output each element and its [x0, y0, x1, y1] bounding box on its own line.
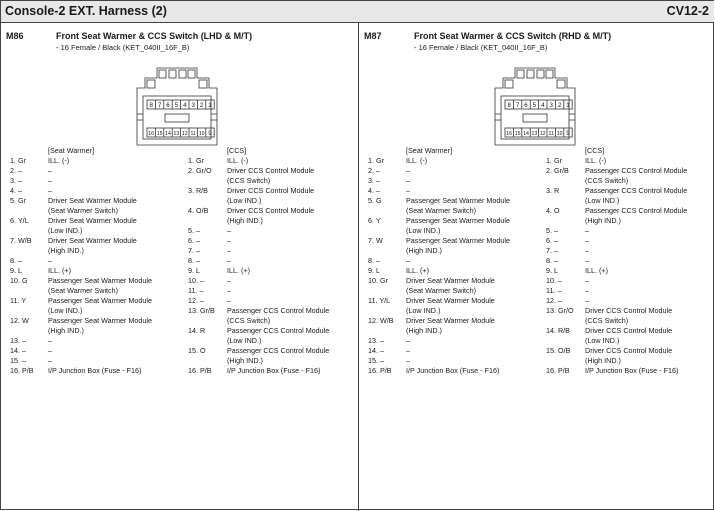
- pin-number: 1. Gr: [10, 156, 26, 165]
- pin-number: 3. –: [10, 176, 22, 185]
- pin-description-line: –: [48, 356, 52, 365]
- pin-number: 4. O: [546, 206, 560, 215]
- pin-description-line: Passenger Seat Warmer Module: [48, 316, 152, 325]
- ccs-group-heading: [CCS]: [227, 146, 247, 155]
- pin-number: 7. W: [368, 236, 383, 245]
- pin-description: [585, 326, 672, 346]
- pin-label: 2: [557, 102, 562, 109]
- pin-description-line: –: [585, 236, 589, 245]
- pin-description-line: –: [227, 286, 231, 295]
- pin-number: 1. Gr: [368, 156, 384, 165]
- pin-label: 16: [506, 131, 513, 137]
- pin-description-line: Driver Seat Warmer Module: [48, 216, 137, 225]
- connector-diagram: [487, 64, 583, 149]
- connector-panel-m86: [1, 22, 357, 510]
- pin-label: 14: [165, 131, 171, 137]
- pin-description-line: –: [227, 276, 231, 285]
- pin-description-line: Passenger Seat Warmer Module: [48, 296, 152, 305]
- pin-description: [48, 266, 71, 276]
- pin-description: [48, 276, 152, 296]
- pin-label: 14: [523, 131, 529, 137]
- pin-description: [585, 266, 608, 276]
- pin-description-line: –: [227, 226, 231, 235]
- pin-description: [48, 236, 137, 256]
- pin-description-line: Driver Seat Warmer Module: [406, 276, 495, 285]
- pin-description: [227, 366, 320, 376]
- pin-number: 12. –: [188, 296, 204, 305]
- pin-description-line: –: [48, 186, 52, 195]
- pin-label: 8: [149, 102, 153, 109]
- pin-label: 2: [199, 102, 204, 109]
- pin-description-line: (High IND.): [585, 216, 621, 225]
- pin-description-line: –: [406, 176, 410, 185]
- pin-description: [406, 166, 410, 176]
- pin-description: [406, 196, 510, 216]
- connector-subtitle: - 16 Female / Black (KET_040II_16F_B): [414, 43, 548, 52]
- pin-description-line: –: [406, 256, 410, 265]
- pin-description: [585, 346, 672, 366]
- pin-description-line: (Seat Warmer Switch): [48, 286, 119, 295]
- pin-number: 1. Gr: [546, 156, 562, 165]
- page-header: [1, 1, 714, 23]
- pin-description: [227, 236, 231, 246]
- pin-description: [406, 236, 510, 256]
- pin-number: 1. Gr: [188, 156, 204, 165]
- pin-number: 11. Y: [10, 296, 27, 305]
- pin-number: 9. L: [546, 266, 558, 275]
- pin-description-line: ILL. (+): [585, 266, 608, 275]
- pin-description-line: –: [585, 286, 589, 295]
- pin-description-line: (Low IND.): [585, 196, 620, 205]
- pin-description-line: (Low IND.): [48, 226, 83, 235]
- pin-label: 3: [191, 102, 195, 109]
- pin-description: [585, 246, 589, 256]
- seat-warmer-group-heading: [Seat Warmer]: [406, 146, 453, 155]
- pin-description-line: –: [227, 246, 231, 255]
- page-code: CV12-2: [666, 4, 709, 18]
- pin-description-line: (High IND.): [48, 326, 84, 335]
- pin-description: [227, 296, 231, 306]
- pin-label: 7: [157, 102, 162, 109]
- pin-label: 12: [539, 131, 546, 137]
- pin-description: [48, 256, 52, 266]
- pin-number: 15. –: [368, 356, 384, 365]
- pin-description-line: ILL. (+): [227, 266, 250, 275]
- pin-number: 14. –: [368, 346, 384, 355]
- pin-description-line: (High IND.): [406, 246, 442, 255]
- pin-label: 11: [190, 131, 196, 137]
- pin-description-line: (Low IND.): [227, 196, 262, 205]
- pin-number: 5. –: [546, 226, 558, 235]
- pin-description: [406, 366, 499, 376]
- pin-number: 7. –: [546, 246, 558, 255]
- pin-number: 13. Gr/B: [188, 306, 215, 315]
- connector-panel-m87: [359, 22, 715, 510]
- pin-number: 15. O: [188, 346, 206, 355]
- connector-subtitle: - 16 Female / Black (KET_040II_16F_B): [56, 43, 190, 52]
- pin-description: [227, 266, 250, 276]
- pin-description: [227, 156, 248, 166]
- pin-description-line: (High IND.): [585, 356, 621, 365]
- connector-face-svg: [129, 64, 225, 149]
- pin-description: [48, 346, 52, 356]
- pin-number: 6. Y: [368, 216, 381, 225]
- pin-description: [585, 286, 589, 296]
- pin-description-line: (Low IND.): [227, 336, 262, 345]
- pin-description: [48, 366, 141, 376]
- ccs-group-heading: [CCS]: [585, 146, 605, 155]
- pin-description-line: –: [585, 226, 589, 235]
- pin-description-line: (High IND.): [406, 326, 442, 335]
- pin-description: [406, 336, 410, 346]
- latch-notch: [179, 70, 186, 78]
- pin-number: 6. –: [188, 236, 200, 245]
- pin-number: 4. O/B: [188, 206, 209, 215]
- pin-description: [406, 266, 429, 276]
- latch-notch: [159, 70, 166, 78]
- pin-number: 11. –: [546, 286, 562, 295]
- pin-number: 10. –: [546, 276, 562, 285]
- pin-description-line: ILL. (-): [48, 156, 70, 165]
- pin-description: [48, 166, 52, 176]
- pin-number: 14. R/B: [546, 326, 570, 335]
- pin-description-line: Driver CCS Control Module: [227, 206, 315, 215]
- side-notch: [505, 80, 513, 88]
- pin-description-line: –: [406, 336, 410, 345]
- pin-number: 5. –: [188, 226, 200, 235]
- pin-number: 16. P/B: [10, 366, 34, 375]
- connector-title: Front Seat Warmer & CCS Switch (LHD & M/T): [56, 31, 253, 41]
- pin-description-line: –: [227, 296, 231, 305]
- connector-face-svg: [487, 64, 583, 149]
- pin-description: [227, 326, 329, 346]
- pin-description-line: I/P Junction Box (Fuse - F16): [585, 366, 679, 375]
- pin-description-line: –: [406, 186, 410, 195]
- pin-number: 2. –: [368, 166, 380, 175]
- latch-notch: [546, 70, 553, 78]
- pin-description: [406, 176, 410, 186]
- pin-description-line: –: [48, 176, 52, 185]
- pin-description-line: Passenger Seat Warmer Module: [48, 276, 152, 285]
- pin-description: [406, 276, 495, 296]
- pin-number: 10. Gr: [368, 276, 388, 285]
- pin-number: 13. –: [368, 336, 384, 345]
- pin-description-line: –: [585, 296, 589, 305]
- pin-number: 8. –: [368, 256, 380, 265]
- pin-label: 5: [174, 102, 179, 109]
- pin-description: [406, 356, 410, 366]
- pin-description-line: Driver Seat Warmer Module: [48, 236, 137, 245]
- pin-label: 6: [524, 102, 528, 109]
- pin-description-line: –: [585, 276, 589, 285]
- pin-description-line: Passenger CCS Control Module: [585, 206, 688, 215]
- pin-label: 8: [507, 102, 511, 109]
- pin-label: 6: [166, 102, 170, 109]
- connector-title: Front Seat Warmer & CCS Switch (RHD & M/T): [414, 31, 612, 41]
- pin-number: 8. –: [546, 256, 558, 265]
- side-notch: [557, 80, 565, 88]
- pin-label: 1: [566, 102, 570, 109]
- pin-description-line: (CCS Switch): [585, 316, 629, 325]
- pin-description: [585, 206, 687, 226]
- pin-number: 4. –: [10, 186, 22, 195]
- pin-description: [48, 186, 52, 196]
- pin-description-line: ILL. (-): [585, 156, 607, 165]
- pin-description-line: (Low IND.): [585, 336, 620, 345]
- pin-number: 12. W: [10, 316, 29, 325]
- pin-description: [585, 236, 589, 246]
- pin-number: 12. W/B: [368, 316, 394, 325]
- side-notch: [199, 80, 207, 88]
- connector-diagram: [129, 64, 225, 149]
- pin-description: [227, 276, 231, 286]
- pin-description-line: (Seat Warmer Switch): [406, 206, 477, 215]
- pin-description: [585, 276, 589, 286]
- pin-description-line: Passenger CCS Control Module: [227, 326, 330, 335]
- pin-label: 10: [556, 131, 563, 137]
- pin-description-line: Passenger CCS Control Module: [585, 186, 688, 195]
- pin-description-line: (CCS Switch): [227, 176, 271, 185]
- pin-description: [585, 186, 687, 206]
- pin-description-line: Passenger CCS Control Module: [227, 346, 330, 355]
- pin-number: 13. –: [10, 336, 26, 345]
- pin-number: 8. –: [188, 256, 200, 265]
- pin-description: [585, 366, 678, 376]
- pin-number: 14. –: [10, 346, 26, 355]
- pin-description-line: I/P Junction Box (Fuse - F16): [48, 366, 142, 375]
- pin-number: 9. L: [368, 266, 380, 275]
- pin-description-line: Passenger Seat Warmer Module: [406, 236, 510, 245]
- pin-label: 4: [183, 102, 187, 109]
- pin-description-line: Passenger CCS Control Module: [585, 166, 688, 175]
- pin-number: 6. –: [546, 236, 558, 245]
- pin-number: 8. –: [10, 256, 22, 265]
- pin-description-line: (Low IND.): [48, 306, 83, 315]
- pin-number: 12. –: [546, 296, 562, 305]
- pin-description: [227, 166, 314, 186]
- connector-id: M87: [364, 31, 382, 41]
- pin-description: [227, 186, 314, 206]
- pin-description-line: Driver Seat Warmer Module: [406, 316, 495, 325]
- pin-description-line: (High IND.): [227, 356, 263, 365]
- pin-description: [227, 346, 329, 366]
- pin-description-line: Passenger Seat Warmer Module: [406, 196, 510, 205]
- pin-description: [48, 336, 52, 346]
- pin-description: [227, 306, 329, 326]
- pin-description-line: –: [48, 346, 52, 355]
- pin-description-line: –: [585, 256, 589, 265]
- latch-notch: [188, 70, 195, 78]
- pin-description: [406, 316, 495, 336]
- pin-label: 10: [198, 131, 205, 137]
- pin-description-line: –: [585, 246, 589, 255]
- center-key: [523, 114, 547, 122]
- pin-description-line: Passenger CCS Control Module: [227, 306, 330, 315]
- pin-number: 9. L: [188, 266, 200, 275]
- pin-description-line: Passenger Seat Warmer Module: [406, 216, 510, 225]
- latch-notch: [527, 70, 534, 78]
- pin-number: 7. W/B: [10, 236, 32, 245]
- pin-number: 10. G: [10, 276, 28, 285]
- pin-label: 15: [156, 131, 163, 137]
- pin-number: 3. R/B: [188, 186, 208, 195]
- pin-description: [585, 156, 606, 166]
- pin-description: [585, 306, 672, 326]
- pin-description-line: I/P Junction Box (Fuse - F16): [227, 366, 321, 375]
- page-title: Console-2 EXT. Harness (2): [5, 4, 167, 18]
- pin-label: 9: [566, 130, 570, 137]
- pin-description: [48, 216, 137, 236]
- pin-number: 3. –: [368, 176, 380, 185]
- pin-description-line: ILL. (-): [227, 156, 249, 165]
- pin-number: 2. Gr/B: [546, 166, 569, 175]
- latch-notch: [517, 70, 524, 78]
- pin-number: 2. –: [10, 166, 22, 175]
- pin-description-line: Driver CCS Control Module: [585, 346, 673, 355]
- pin-description-line: Driver CCS Control Module: [227, 166, 315, 175]
- pin-number: 5. G: [368, 196, 382, 205]
- pin-description: [227, 256, 231, 266]
- pin-description: [48, 196, 137, 216]
- pin-description-line: Driver CCS Control Module: [585, 306, 673, 315]
- connector-id: M86: [6, 31, 24, 41]
- pin-number: 15. –: [10, 356, 26, 365]
- pin-label: 16: [148, 131, 155, 137]
- pin-number: 16. P/B: [368, 366, 392, 375]
- pin-number: 6. Y/L: [10, 216, 29, 225]
- pin-description-line: Driver CCS Control Module: [227, 186, 315, 195]
- pin-description-line: Driver Seat Warmer Module: [48, 196, 137, 205]
- pin-description-line: ILL. (+): [48, 266, 71, 275]
- pin-label: 12: [181, 131, 188, 137]
- pin-number: 11. Y/L: [368, 296, 391, 305]
- pin-description-line: (CCS Switch): [227, 316, 271, 325]
- pin-description: [406, 256, 410, 266]
- pin-description-line: Driver CCS Control Module: [585, 326, 673, 335]
- pin-description-line: (Seat Warmer Switch): [406, 286, 477, 295]
- pin-description-line: Driver Seat Warmer Module: [406, 296, 495, 305]
- pin-description: [48, 296, 152, 316]
- latch-notch: [169, 70, 176, 78]
- seat-warmer-group-heading: [Seat Warmer]: [48, 146, 95, 155]
- pin-description-line: –: [406, 356, 410, 365]
- pin-label: 1: [208, 102, 212, 109]
- pin-description: [406, 216, 510, 236]
- pin-label: 4: [541, 102, 545, 109]
- pin-description-line: (High IND.): [48, 246, 84, 255]
- pin-description: [585, 296, 589, 306]
- latch-notch: [537, 70, 544, 78]
- pin-description-line: –: [48, 336, 52, 345]
- pin-description-line: (Seat Warmer Switch): [48, 206, 119, 215]
- pin-description-line: ILL. (-): [406, 156, 428, 165]
- pin-description: [227, 246, 231, 256]
- pin-number: 9. L: [10, 266, 22, 275]
- pin-description: [227, 226, 231, 236]
- pin-description: [406, 156, 427, 166]
- pin-description: [406, 186, 410, 196]
- pin-number: 5. Gr: [10, 196, 26, 205]
- pin-description-line: (Low IND.): [406, 306, 441, 315]
- pin-description-line: (Low IND.): [406, 226, 441, 235]
- pin-description-line: –: [227, 256, 231, 265]
- pin-description: [48, 316, 152, 336]
- pin-label: 3: [549, 102, 553, 109]
- pin-label: 11: [548, 131, 554, 137]
- pin-description: [585, 226, 589, 236]
- pin-label: 9: [208, 130, 212, 137]
- pin-description: [227, 286, 231, 296]
- pin-number: 3. R: [546, 186, 560, 195]
- pin-number: 14. R: [188, 326, 206, 335]
- pin-description: [48, 356, 52, 366]
- center-key: [165, 114, 189, 122]
- pin-description: [227, 206, 314, 226]
- pin-label: 13: [173, 131, 180, 137]
- pin-number: 7. –: [188, 246, 200, 255]
- pin-number: 2. Gr/O: [188, 166, 212, 175]
- pin-description: [585, 166, 687, 186]
- pin-description: [48, 176, 52, 186]
- pin-label: 15: [514, 131, 521, 137]
- pin-number: 16. P/B: [188, 366, 212, 375]
- pin-description-line: –: [227, 236, 231, 245]
- pin-number: 16. P/B: [546, 366, 570, 375]
- pin-number: 15. O/B: [546, 346, 571, 355]
- pin-description: [406, 296, 495, 316]
- pin-description-line: –: [48, 256, 52, 265]
- pin-label: 13: [531, 131, 538, 137]
- side-notch: [147, 80, 155, 88]
- pin-description: [406, 346, 410, 356]
- pin-description-line: I/P Junction Box (Fuse - F16): [406, 366, 500, 375]
- pin-label: 7: [515, 102, 520, 109]
- pin-number: 4. –: [368, 186, 380, 195]
- pin-description-line: –: [406, 166, 410, 175]
- pin-description-line: ILL. (+): [406, 266, 429, 275]
- pin-label: 5: [532, 102, 537, 109]
- pin-description-line: –: [406, 346, 410, 355]
- pin-description: [48, 156, 69, 166]
- pin-number: 11. –: [188, 286, 204, 295]
- pin-description-line: –: [48, 166, 52, 175]
- pin-description: [585, 256, 589, 266]
- pin-description-line: (CCS Switch): [585, 176, 629, 185]
- pin-number: 13. Gr/O: [546, 306, 574, 315]
- pin-description-line: (High IND.): [227, 216, 263, 225]
- pin-number: 10. –: [188, 276, 204, 285]
